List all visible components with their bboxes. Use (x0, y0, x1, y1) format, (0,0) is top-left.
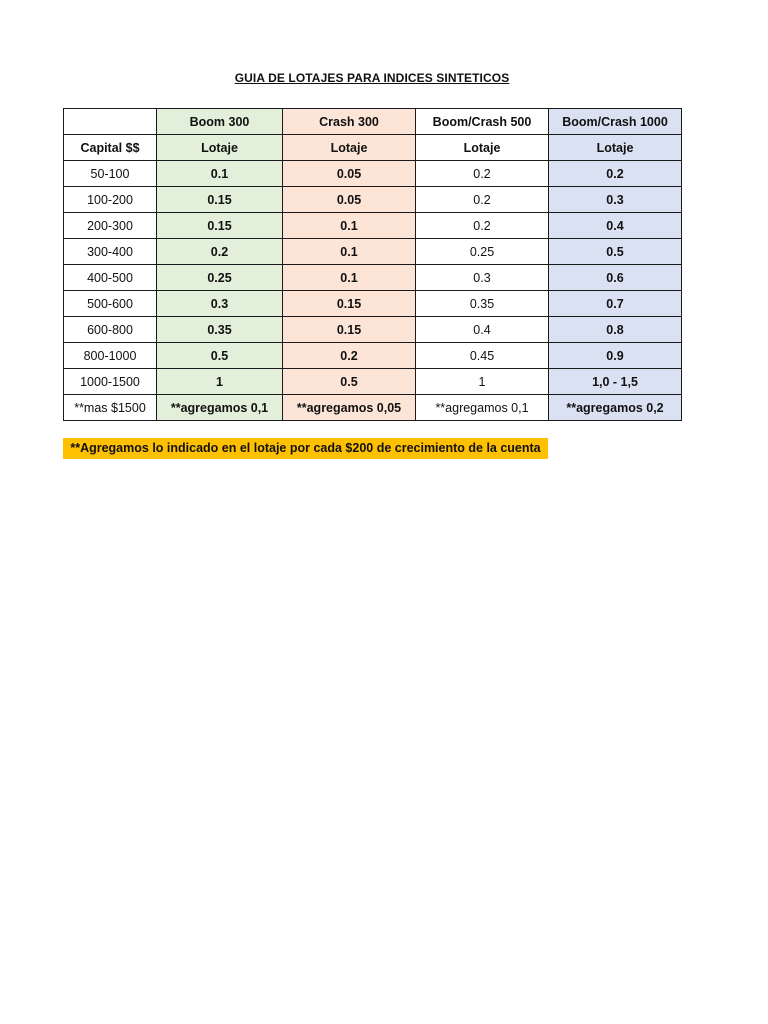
boom-crash-500-cell: 0.45 (416, 343, 549, 369)
crash-300-cell: **agregamos 0,05 (283, 395, 416, 421)
table-subheader-row (64, 135, 682, 161)
table-header-row (64, 109, 682, 135)
boom-crash-500-cell: 0.35 (416, 291, 549, 317)
subheader-lotaje-crash-300: Lotaje (283, 135, 416, 161)
table-row (64, 369, 682, 395)
boom-crash-500-cell: 0.4 (416, 317, 549, 343)
subheader-lotaje-boom-crash-1000: Lotaje (549, 135, 682, 161)
boom-crash-500-cell: 0.2 (416, 213, 549, 239)
subheader-capital: Capital $$ (64, 135, 157, 161)
boom-300-cell: 0.2 (157, 239, 283, 265)
table-row (64, 187, 682, 213)
page-title: GUIA DE LOTAJES PARA INDICES SINTETICOS (234, 71, 510, 85)
capital-cell: **mas $1500 (64, 395, 157, 421)
table-row (64, 161, 682, 187)
capital-cell: 500-600 (64, 291, 157, 317)
boom-crash-500-cell: 0.25 (416, 239, 549, 265)
table-row (64, 317, 682, 343)
header-boom-crash-500: Boom/Crash 500 (416, 109, 549, 135)
header-boom-crash-1000: Boom/Crash 1000 (549, 109, 682, 135)
table-row (64, 343, 682, 369)
boom-crash-1000-cell: 0.7 (549, 291, 682, 317)
crash-300-cell: 0.2 (283, 343, 416, 369)
crash-300-cell: 0.05 (283, 187, 416, 213)
capital-cell: 400-500 (64, 265, 157, 291)
boom-crash-1000-cell: **agregamos 0,2 (549, 395, 682, 421)
subheader-lotaje-boom-crash-500: Lotaje (416, 135, 549, 161)
table-row (64, 265, 682, 291)
header-boom-300: Boom 300 (157, 109, 283, 135)
crash-300-cell: 0.1 (283, 239, 416, 265)
subheader-lotaje-boom-300: Lotaje (157, 135, 283, 161)
table-row (64, 291, 682, 317)
boom-300-cell: 0.15 (157, 187, 283, 213)
capital-cell: 200-300 (64, 213, 157, 239)
boom-crash-1000-cell: 0.3 (549, 187, 682, 213)
capital-cell: 600-800 (64, 317, 157, 343)
boom-300-cell: 0.5 (157, 343, 283, 369)
boom-crash-1000-cell: 0.2 (549, 161, 682, 187)
boom-crash-1000-cell: 0.9 (549, 343, 682, 369)
capital-cell: 300-400 (64, 239, 157, 265)
crash-300-cell: 0.15 (283, 291, 416, 317)
crash-300-cell: 0.05 (283, 161, 416, 187)
table-row (64, 213, 682, 239)
boom-crash-500-cell: 0.3 (416, 265, 549, 291)
header-blank-cell (64, 109, 157, 135)
table-row (64, 239, 682, 265)
boom-crash-1000-cell: 0.4 (549, 213, 682, 239)
crash-300-cell: 0.1 (283, 213, 416, 239)
boom-300-cell: 0.35 (157, 317, 283, 343)
boom-crash-1000-cell: 0.8 (549, 317, 682, 343)
boom-300-cell: 0.3 (157, 291, 283, 317)
crash-300-cell: 0.1 (283, 265, 416, 291)
capital-cell: 100-200 (64, 187, 157, 213)
capital-cell: 50-100 (64, 161, 157, 187)
boom-crash-500-cell: **agregamos 0,1 (416, 395, 549, 421)
boom-crash-500-cell: 0.2 (416, 161, 549, 187)
footnote-highlight: **Agregamos lo indicado en el lotaje por cada $200 de crecimiento de la cuenta (63, 438, 548, 459)
lot-size-table (63, 108, 682, 421)
boom-crash-500-cell: 1 (416, 369, 549, 395)
boom-crash-1000-cell: 0.6 (549, 265, 682, 291)
capital-cell: 800-1000 (64, 343, 157, 369)
table-row (64, 395, 682, 421)
crash-300-cell: 0.5 (283, 369, 416, 395)
header-crash-300: Crash 300 (283, 109, 416, 135)
boom-300-cell: 0.1 (157, 161, 283, 187)
boom-300-cell: 1 (157, 369, 283, 395)
boom-300-cell: 0.15 (157, 213, 283, 239)
crash-300-cell: 0.15 (283, 317, 416, 343)
boom-crash-1000-cell: 0.5 (549, 239, 682, 265)
boom-300-cell: 0.25 (157, 265, 283, 291)
boom-300-cell: **agregamos 0,1 (157, 395, 283, 421)
boom-crash-1000-cell: 1,0 - 1,5 (549, 369, 682, 395)
capital-cell: 1000-1500 (64, 369, 157, 395)
boom-crash-500-cell: 0.2 (416, 187, 549, 213)
